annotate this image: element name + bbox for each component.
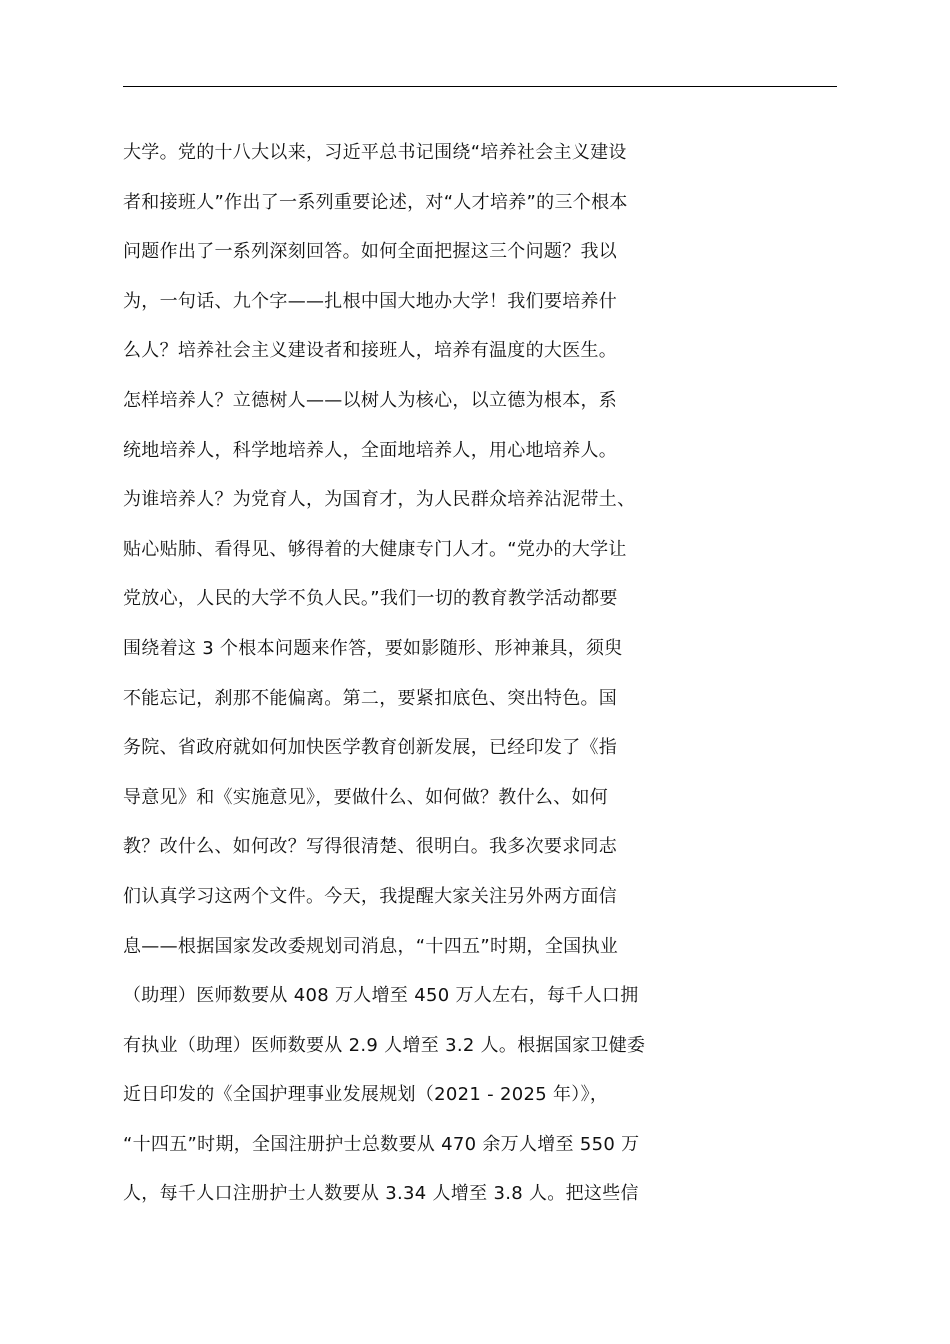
text-line: 大学。党的十八大以来，习近平总书记围绕“培养社会主义建设: [123, 142, 627, 163]
text-line: 问题作出了一系列深刻回答。如何全面把握这三个问题？我以: [123, 241, 618, 263]
text-line: 导意见》和《实施意见》，要做什么、如何做？教什么、如何: [123, 786, 609, 808]
text-line: 为谁培养人？为党育人，为国育才，为人民群众培养沾泥带土、: [123, 489, 636, 511]
header-rule: [123, 86, 837, 87]
text-line: 不能忘记，刹那不能偏离。第二，要紧扣底色、突出特色。国: [123, 687, 618, 709]
text-line: 怎样培养人？立德树人——以树人为核心，以立德为根本，系: [123, 389, 618, 411]
text-line: 么人？培养社会主义建设者和接班人，培养有温度的大医生。: [123, 340, 618, 362]
text-line: 近日印发的《全国护理事业发展规划（2021 - 2025 年）》，: [123, 1084, 609, 1106]
text-line: 为，一句话、九个字——扎根中国大地办大学！我们要培养什: [123, 290, 618, 312]
text-line: 务院、省政府就如何加快医学教育创新发展，已经印发了《指: [123, 737, 618, 759]
text-line: “十四五”时期，全国注册护士总数要从 470 余万人增至 550 万: [123, 1133, 640, 1155]
text-line: 贴心贴肺、看得见、够得着的大健康专门人才。“党办的大学让: [123, 538, 627, 560]
text-line: 围绕着这 3 个根本问题来作答，要如影随形、形神兼具，须臾: [123, 637, 623, 659]
text-line: 者和接班人”作出了一系列重要论述，对“人才培养”的三个根本: [123, 191, 628, 213]
text-line: 教？改什么、如何改？写得很清楚、很明白。我多次要求同志: [123, 836, 618, 858]
text-line: 们认真学习这两个文件。今天，我提醒大家关注另外两方面信: [123, 885, 618, 907]
text-line: 人，每千人口注册护士人数要从 3.34 人增至 3.8 人。把这些信: [123, 1183, 639, 1205]
text-line: 党放心，人民的大学不负人民。”我们一切的教育教学活动都要: [123, 588, 618, 610]
text-line: 有执业（助理）医师数要从 2.9 人增至 3.2 人。根据国家卫健委: [123, 1034, 646, 1056]
body-text: [123, 128, 863, 1219]
text-line: 统地培养人，科学地培养人，全面地培养人，用心地培养人。: [123, 439, 618, 461]
text-line: （助理）医师数要从 408 万人增至 450 万人左右，每千人口拥: [123, 985, 639, 1007]
text-line: 息——根据国家发改委规划司消息，“十四五”时期，全国执业: [123, 935, 619, 957]
